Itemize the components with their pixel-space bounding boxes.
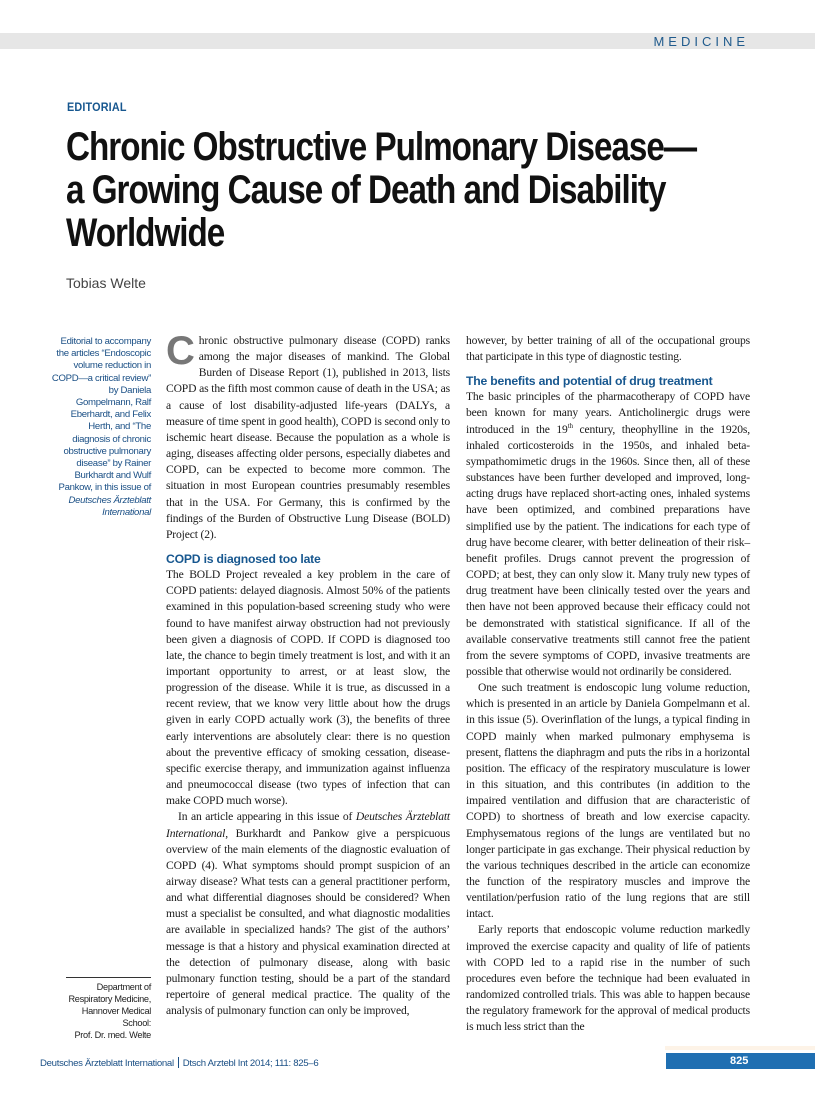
affiliation-line: Hannover Medical bbox=[81, 1006, 151, 1016]
superscript: th bbox=[567, 421, 573, 430]
section-heading-diagnosis: COPD is diagnosed too late bbox=[166, 552, 321, 567]
drop-cap: C bbox=[166, 329, 195, 373]
paragraph-text: In an article appearing in this issue of bbox=[178, 810, 356, 824]
body-column-1 bbox=[166, 329, 451, 1019]
author-affiliation bbox=[50, 981, 151, 1041]
page-number-bar bbox=[666, 1053, 815, 1069]
page-footer bbox=[40, 1057, 318, 1069]
paragraph-text: The basic principles of the pharmacotherapy of COPD have been known for many years. Anticholinergic drugs were introduced in the 19 bbox=[466, 390, 750, 436]
intro-text: hronic obstructive pulmonary disease (COPD) ranks among the major diseases of mankind. The Global Burden of Disease Report (1), published in 2013, lists COPD as the fifth most common cause of death in the USA; as a cause of lost disability-adjusted life-years (DALYs, a measure of time spent in good health), COPD is second only to ischemic heart disease. Because the population as a whole is aging, diseases affecting older persons, especially diabetes and COPD, can be expected to become more common. The situation in most European countries presumably resembles that in the USA. For Germany, this is confirmed by the findings of the Burden of Obstructive Lung Disease (BOLD) Project (2). bbox=[166, 334, 450, 541]
footer-citation: Dtsch Arztebl Int 2014; 111: 825–6 bbox=[182, 1058, 319, 1069]
paragraph-text: , Burkhardt and Pankow give a perspicuous overview of the main elements of the diagnostic evaluation of COPD (4). What symptoms should prompt suspicion of an airway disease? What tests can a general practitioner perform, and what differential diagnoses should be considered? When must a specialist be consulted, and what diagnostic modalities are available in specialized hands? The gist of the authors’ message is that a history and physical examination directed at the detection of pulmonary disease, along with basic pulmonary function testing, should be a part of the standard repertoire of general medical practice. The quality of the analysis of pulmonary function can only be improved, bbox=[166, 826, 450, 1018]
paragraph: Early reports that endoscopic volume reduction markedly improved the exercise capacity and quality of life of patients with COPD led to a rapid rise in the number of such procedures even before the technique had been evaluated in randomized controlled trials. This was able to happen because the regulatory framework for the approval of medical products is much less strict than the bbox=[466, 923, 750, 1034]
affiliation-line: Department of bbox=[96, 982, 151, 992]
author-name: Tobias Welte bbox=[66, 275, 146, 291]
editorial-sidenote bbox=[50, 336, 151, 519]
paragraph: The BOLD Project revealed a key problem in the care of COPD patients: delayed diagnosis. Almost 50% of the patients examined in this population-based screening study who were found to have manifest airway obstruction had not previously been given a diagnosis of COPD. If COPD is diagnosed too late, the chance to begin timely treatment is lost, and with it an important opportunity to arrest, or at least slow, the progression of the disease. While it is true, as discussed in a recent review, that we know very little about how the drugs given in early COPD actually work (3), the benefits of three early interventions are absolutely clear: there is no question about the preventive efficacy of smoking cessation, disease-specific exercise therapy, and immunization against influenza and pneumococcal disease (two types of infection that can make COPD much worse). bbox=[166, 568, 450, 808]
sidenote-text: Editorial to accompany the articles “Endoscopic volume reduction in COPD—a critical review” by Daniela Gompelmann, Ralf Eberhardt, and Felix Herth, and “The diagnosis of chronic obstructive pulmonary disease” by Rainer Burkhardt and Wulf Pankow, in this issue of bbox=[51, 336, 151, 494]
article-type-label: EDITORIAL bbox=[67, 100, 127, 114]
paragraph bbox=[466, 389, 750, 680]
paragraph: however, by better training of all of the occupational groups that participate in this type of diagnostic testing. bbox=[466, 334, 750, 364]
affiliation-line: Respiratory Medicine, bbox=[68, 994, 151, 1004]
title-line-1: Chronic Obstructive Pulmonary Disease— bbox=[66, 125, 697, 169]
paragraph: One such treatment is endoscopic lung volume reduction, which is presented in an article by Daniela Gompelmann et al. in this issue (5). Overinflation of the lungs, a typical finding in COPD mainly when marked pulmonary emphysema is present, flattens the diaphragm and puts the ribs in a horizontal position. The efficacy of the respiratory musculature is lower in this situation, and this contributes (in addition to the impaired ventilation and diffusion that are characteristic of COPD) to shortness of breath and low exercise capacity. Emphysematous regions of the lungs are ventilated but no longer participate in gas exchange. Their physical reduction by the various techniques described in the article can economize the function of the respiratory muscles and improve the ventilation/perfusion ratio of the lung regions that are still intact. bbox=[466, 681, 750, 921]
title-line-3: Worldwide bbox=[66, 211, 225, 255]
affiliation-line: Prof. Dr. med. Welte bbox=[74, 1030, 151, 1040]
paragraph bbox=[166, 809, 450, 1019]
footer-separator bbox=[178, 1057, 179, 1068]
section-heading-drug-treatment: The benefits and potential of drug treatment bbox=[466, 374, 713, 389]
page-bar-accent bbox=[665, 1046, 815, 1050]
article-title bbox=[66, 125, 697, 255]
journal-name: Deutsches Ärzteblatt International bbox=[166, 810, 451, 840]
section-label: MEDICINE bbox=[653, 34, 749, 49]
affiliation-divider bbox=[66, 977, 151, 978]
body-column-2 bbox=[466, 333, 750, 1036]
page-number: 825 bbox=[730, 1055, 749, 1067]
intro-paragraph bbox=[166, 329, 450, 543]
paragraph-text: century, theophylline in the 1920s, inhaled corticosteroids in the 1950s, and inhaled beta-sympathomimetic drugs in the 1960s. Since then, all of these substances have been further developed and improved, long-acting drugs have replaced short-acting ones, inhaled systems have been optimized, and combined preparations have simplified use by the patient. The indications for each type of drug have become clearer, with better delineation of their risk–benefit profiles. Drugs cannot prevent the progression of COPD; at best, they can only slow it. Many truly new types of drug treatment have been clinically tested over the years and then have not been approved because their efficacy could not be demonstrated with statistical significance. If all of the available conservative treatments still cannot free the patient from the severe symptoms of COPD, invasive treatments are possible that otherwise would not ordinarily be considered. bbox=[466, 422, 750, 678]
footer-journal: Deutsches Ärzteblatt International bbox=[40, 1058, 174, 1069]
title-line-2: a Growing Cause of Death and Disability bbox=[66, 168, 666, 212]
sidenote-journal: Deutsches Ärzteblatt International bbox=[68, 494, 151, 518]
affiliation-line: School: bbox=[122, 1018, 151, 1028]
